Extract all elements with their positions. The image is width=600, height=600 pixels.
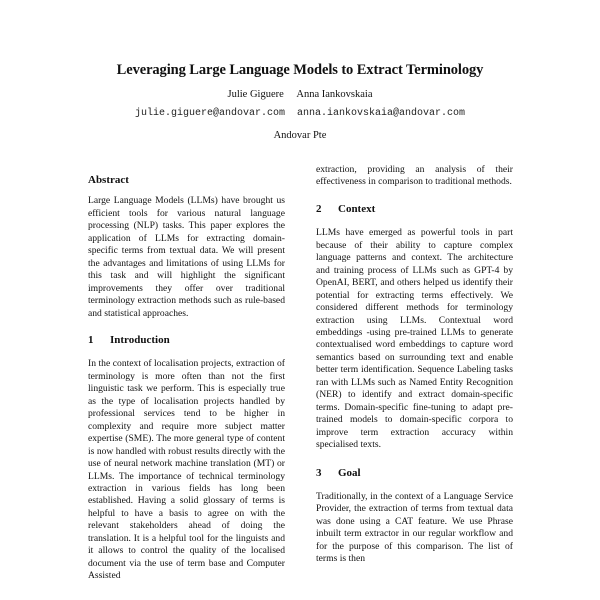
author-name: Julie Giguere xyxy=(227,89,284,100)
section-title: Goal xyxy=(338,466,361,479)
introduction-continued-text: extraction, providing an analysis of their effectiveness in comparison to traditional methods. xyxy=(316,164,513,188)
section-heading-goal xyxy=(316,467,513,479)
introduction-text: In the context of localisation projects, extraction of terminology is more often than not the first linguistic task we perform. This is especially true as the type of localisation projects handled by professional services tend to be higher in complexity and require more subject matter expertise (SME). The more general type of content is now handled with robust results directly with the use of neural network machine translation (MT) or LLMs. The importance of technical terminology extraction in various fields has long been established. Having a solid glossary of terms is helpful to have a basis to agree on with the relevant stakeholders ahead of doing the translation. It is a helpful tool for the linguists and it allows to control the quality of the localised document via the use of term base and Computer Assisted xyxy=(88,358,285,582)
affiliation: Andovar Pte xyxy=(273,130,327,141)
section-number: 3 xyxy=(316,466,322,479)
section-number: 2 xyxy=(316,202,322,215)
section-heading-context xyxy=(316,203,513,215)
section-number: 1 xyxy=(88,333,94,346)
abstract-text: Large Language Models (LLMs) have brought us efficient tools for various natural language processing (NLP) tasks. This paper explores the application of LLMs for extracting domain-specific terms from textual data. We will present the advantages and limitations of using LLMs for this task and will highlight the significant improvements they offer over traditional terminology extraction methods such as rule-based and statistical approaches. xyxy=(88,195,285,319)
author-email: julie.giguere@andovar.com xyxy=(134,108,285,119)
email-list xyxy=(0,108,600,119)
paper-title: Leveraging Large Language Models to Extract Terminology xyxy=(116,62,484,78)
right-column xyxy=(316,164,513,566)
author-list xyxy=(0,89,600,100)
abstract-heading: Abstract xyxy=(88,174,129,186)
author-name: Anna Iankovskaia xyxy=(296,89,373,100)
left-column xyxy=(88,174,285,583)
context-text: LLMs have emerged as powerful tools in part because of their ability to capture complex language patterns and context. The architecture and training process of LLMs such as GPT-4 by OpenAI, BERT, and others helped us identify their potential for extracting terms effectively. We considered different methods for terminology extraction using LLMs. Contextual word embeddings -using pre-trained LLMs to generate contextualised word embeddings to capture word semantics based on surrounding text and enable better term identification. Sequence Labeling tasks ran with LLMs such as Named Entity Recognition (NER) to identify and extract domain-specific terms. Domain-specific fine-tuning to adapt pre-trained models to domain-specific corpora to improve term extraction accuracy within specialised texts. xyxy=(316,227,513,451)
section-title: Introduction xyxy=(110,333,170,346)
author-email: anna.iankovskaia@andovar.com xyxy=(297,108,466,119)
section-title: Context xyxy=(338,202,376,215)
section-heading-introduction xyxy=(88,334,285,346)
goal-text: Traditionally, in the context of a Language Service Provider, the extraction of terms from textual data was done using a CAT feature. We use Phrase inbuilt term extractor in our regular workflow and for the purpose of this comparison. The list of terms is then xyxy=(316,490,513,565)
